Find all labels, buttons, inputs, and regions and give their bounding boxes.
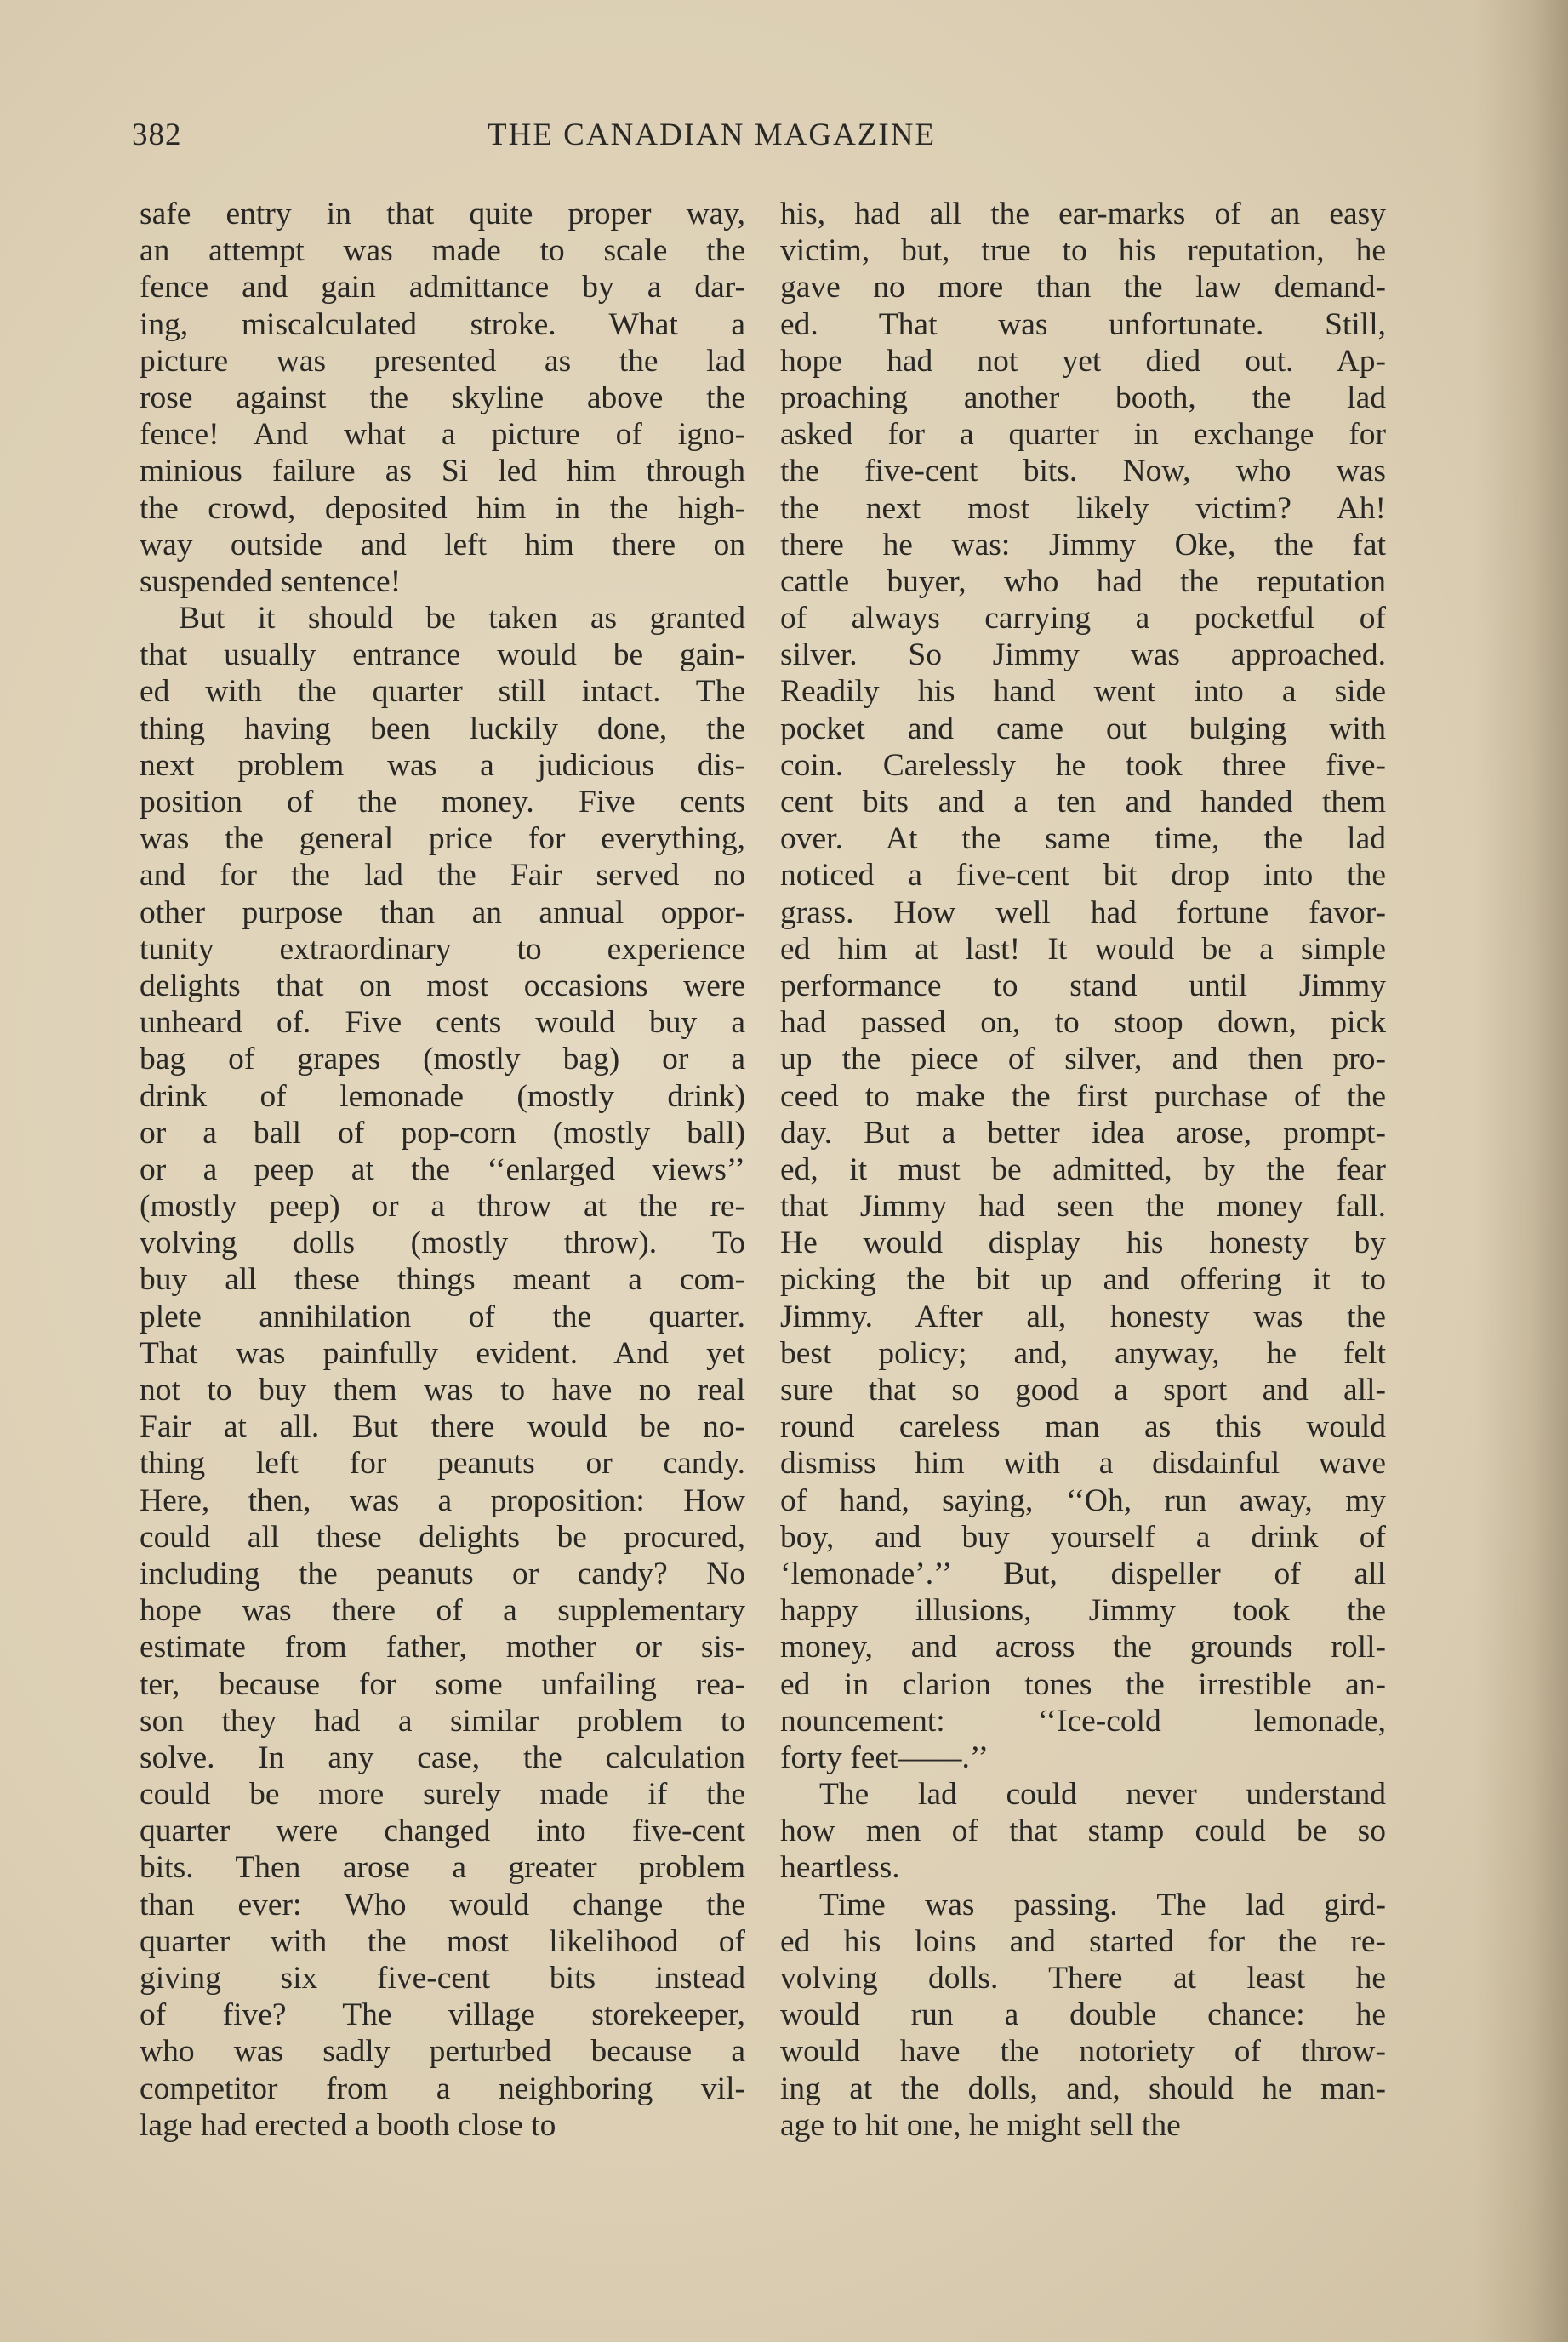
left-column-line: who was sadly perturbed because a bbox=[140, 2034, 745, 2070]
left-column-line: plete annihilation of the quarter. bbox=[140, 1299, 745, 1334]
right-column-line: money, and across the grounds roll- bbox=[780, 1630, 1386, 1665]
left-column-line: could be more surely made if the bbox=[140, 1777, 745, 1813]
left-column-line: ter, because for some unfailing rea- bbox=[140, 1666, 745, 1702]
left-column-line: That was painfully evident. And yet bbox=[140, 1335, 745, 1371]
right-column-line: over. At the same time, the lad bbox=[780, 821, 1386, 857]
page-header bbox=[132, 117, 1404, 168]
left-column-line: son they had a similar problem to bbox=[140, 1703, 745, 1739]
left-column-line: and for the lad the Fair served no bbox=[140, 858, 745, 894]
right-column-line: Readily his hand went into a side bbox=[780, 674, 1386, 710]
left-column-line: was the general price for everything, bbox=[140, 821, 745, 857]
left-column-line: suspended sentence! bbox=[140, 563, 402, 599]
right-column-line: Time was passing. The lad gird- bbox=[819, 1887, 1386, 1922]
left-column-line: bits. Then arose a greater problem bbox=[140, 1850, 745, 1886]
left-column-line: of five? The village storekeeper, bbox=[140, 1997, 745, 2033]
left-column-line: minious failure as Si led him through bbox=[140, 454, 745, 489]
left-column-line: quarter with the most likelihood of bbox=[140, 1923, 745, 1959]
right-column-line: boy, and buy yourself a drink of bbox=[780, 1519, 1386, 1555]
right-column-line: ed. That was unfortunate. Still, bbox=[780, 306, 1386, 342]
left-column-line: fence and gain admittance by a dar- bbox=[140, 270, 745, 306]
right-column-line: silver. So Jimmy was approached. bbox=[780, 637, 1386, 673]
left-column-line: including the peanuts or candy? No bbox=[140, 1556, 745, 1591]
left-column-line: tunity extraordinary to experience bbox=[140, 931, 745, 967]
right-column-line: picking the bit up and offering it to bbox=[780, 1262, 1386, 1298]
page-number: 382 bbox=[132, 117, 182, 152]
right-column-line: would run a double chance: he bbox=[780, 1997, 1386, 2033]
right-column-line: had passed on, to stoop down, pick bbox=[780, 1005, 1386, 1041]
left-column-line: lage had erected a booth close to bbox=[140, 2107, 556, 2143]
left-column-line: Here, then, was a proposition: How bbox=[140, 1482, 745, 1518]
right-column-line: day. But a better idea arose, prompt- bbox=[780, 1115, 1386, 1151]
right-column-line: coin. Carelessly he took three five- bbox=[780, 747, 1386, 783]
right-column-line: forty feet——.’’ bbox=[780, 1739, 989, 1775]
right-column-line: nouncement: ‘‘Ice-cold lemonade, bbox=[780, 1703, 1386, 1739]
right-column-line: asked for a quarter in exchange for bbox=[780, 417, 1386, 453]
right-column-line: He would display his honesty by bbox=[780, 1225, 1386, 1261]
left-column bbox=[140, 196, 745, 2144]
left-column-line: or a peep at the ‘‘enlarged views’’ bbox=[140, 1151, 745, 1187]
right-column-line: age to hit one, he might sell the bbox=[780, 2107, 1181, 2143]
right-column-line: would have the notoriety of throw- bbox=[780, 2034, 1386, 2070]
right-column-line: gave no more than the law demand- bbox=[780, 270, 1386, 306]
left-column-line: volving dolls (mostly throw). To bbox=[140, 1225, 745, 1261]
left-column-line: ed with the quarter still intact. The bbox=[140, 674, 745, 710]
left-column-line: that usually entrance would be gain- bbox=[140, 637, 745, 673]
right-column-line: noticed a five-cent bit drop into the bbox=[780, 858, 1386, 894]
left-column-line: way outside and left him there on bbox=[140, 527, 745, 563]
right-column-line: volving dolls. There at least he bbox=[780, 1961, 1386, 1996]
right-column-line: cattle buyer, who had the reputation bbox=[780, 563, 1386, 599]
right-column-line: how men of that stamp could be so bbox=[780, 1814, 1386, 1849]
left-column-line: ing, miscalculated stroke. What a bbox=[140, 306, 745, 342]
right-column-line: proaching another booth, the lad bbox=[780, 380, 1386, 415]
left-column-line: fence! And what a picture of igno- bbox=[140, 417, 745, 453]
right-column-line: ed, it must be admitted, by the fear bbox=[780, 1151, 1386, 1187]
left-column-line: quarter were changed into five-cent bbox=[140, 1814, 745, 1849]
left-column-line: hope was there of a supplementary bbox=[140, 1593, 745, 1629]
right-column-line: heartless. bbox=[780, 1850, 900, 1886]
right-column-line: of always carrying a pocketful of bbox=[780, 601, 1386, 637]
right-column-line: victim, but, true to his reputation, he bbox=[780, 233, 1386, 269]
left-column-line: bag of grapes (mostly bag) or a bbox=[140, 1042, 745, 1077]
left-column-line: drink of lemonade (mostly drink) bbox=[140, 1078, 745, 1114]
left-column-line: not to buy them was to have no real bbox=[140, 1373, 745, 1408]
left-column-line: position of the money. Five cents bbox=[140, 785, 745, 820]
right-column-line: of hand, saying, ‘‘Oh, run away, my bbox=[780, 1482, 1386, 1518]
right-column-line: pocket and came out bulging with bbox=[780, 711, 1386, 746]
left-column-line: than ever: Who would change the bbox=[140, 1887, 745, 1922]
left-column-line: rose against the skyline above the bbox=[140, 380, 745, 415]
left-column-line: buy all these things meant a com- bbox=[140, 1262, 745, 1298]
right-column-line: dismiss him with a disdainful wave bbox=[780, 1446, 1386, 1482]
left-column-line: unheard of. Five cents would buy a bbox=[140, 1005, 745, 1041]
left-column-line: safe entry in that quite proper way, bbox=[140, 197, 745, 231]
right-column-line: up the piece of silver, and then pro- bbox=[780, 1042, 1386, 1077]
right-column-line: the five-cent bits. Now, who was bbox=[780, 454, 1386, 489]
right-column-line: round careless man as this would bbox=[780, 1409, 1386, 1445]
right-column-line: ing at the dolls, and, should he man- bbox=[780, 2071, 1386, 2106]
left-column-line: thing left for peanuts or candy. bbox=[140, 1446, 745, 1482]
page-edge-shadow bbox=[1474, 0, 1568, 2342]
left-column-line: other purpose than an annual oppor- bbox=[140, 894, 745, 930]
right-column-line: ‘lemonade’.’’ But, dispeller of all bbox=[780, 1556, 1386, 1591]
right-column-line: there he was: Jimmy Oke, the fat bbox=[780, 527, 1386, 563]
right-column-line: best policy; and, anyway, he felt bbox=[780, 1335, 1386, 1371]
right-column bbox=[780, 196, 1386, 2144]
left-column-line: (mostly peep) or a throw at the re- bbox=[140, 1189, 745, 1225]
right-column-line: ed him at last! It would be a simple bbox=[780, 931, 1386, 967]
left-column-line: estimate from father, mother or sis- bbox=[140, 1630, 745, 1665]
left-column-line: or a ball of pop-corn (mostly ball) bbox=[140, 1115, 745, 1151]
right-column-line: happy illusions, Jimmy took the bbox=[780, 1593, 1386, 1629]
left-column-line: giving six five-cent bits instead bbox=[140, 1961, 745, 1996]
right-column-line: Jimmy. After all, honesty was the bbox=[780, 1299, 1386, 1334]
left-column-line: picture was presented as the lad bbox=[140, 343, 745, 379]
left-column-line: could all these delights be procured, bbox=[140, 1519, 745, 1555]
right-column-line: ed his loins and started for the re- bbox=[780, 1923, 1386, 1959]
right-column-line: that Jimmy had seen the money fall. bbox=[780, 1189, 1386, 1225]
left-column-line: competitor from a neighboring vil- bbox=[140, 2071, 745, 2106]
right-column-line: The lad could never understand bbox=[819, 1777, 1386, 1813]
left-column-line: thing having been luckily done, the bbox=[140, 711, 745, 746]
right-column-line: cent bits and a ten and handed them bbox=[780, 785, 1386, 820]
left-column-line: next problem was a judicious dis- bbox=[140, 747, 745, 783]
right-column-line: sure that so good a sport and all- bbox=[780, 1373, 1386, 1408]
right-column-line: hope had not yet died out. Ap- bbox=[780, 343, 1386, 379]
left-column-line: the crowd, deposited him in the high- bbox=[140, 490, 745, 526]
right-column-line: ceed to make the first purchase of the bbox=[780, 1078, 1386, 1114]
right-column-line: ed in clarion tones the irrestible an- bbox=[780, 1666, 1386, 1702]
right-column-line: grass. How well had fortune favor- bbox=[780, 894, 1386, 930]
running-title: THE CANADIAN MAGAZINE bbox=[488, 117, 937, 152]
right-column-line: performance to stand until Jimmy bbox=[780, 968, 1386, 1003]
left-column-line: But it should be taken as granted bbox=[179, 601, 745, 637]
right-column-line: the next most likely victim? Ah! bbox=[780, 490, 1386, 526]
left-column-line: delights that on most occasions were bbox=[140, 968, 745, 1003]
left-column-line: an attempt was made to scale the bbox=[140, 233, 745, 269]
left-column-line: solve. In any case, the calculation bbox=[140, 1739, 745, 1775]
right-column-line: his, had all the ear-marks of an easy bbox=[780, 197, 1386, 231]
left-column-line: Fair at all. But there would be no- bbox=[140, 1409, 745, 1445]
